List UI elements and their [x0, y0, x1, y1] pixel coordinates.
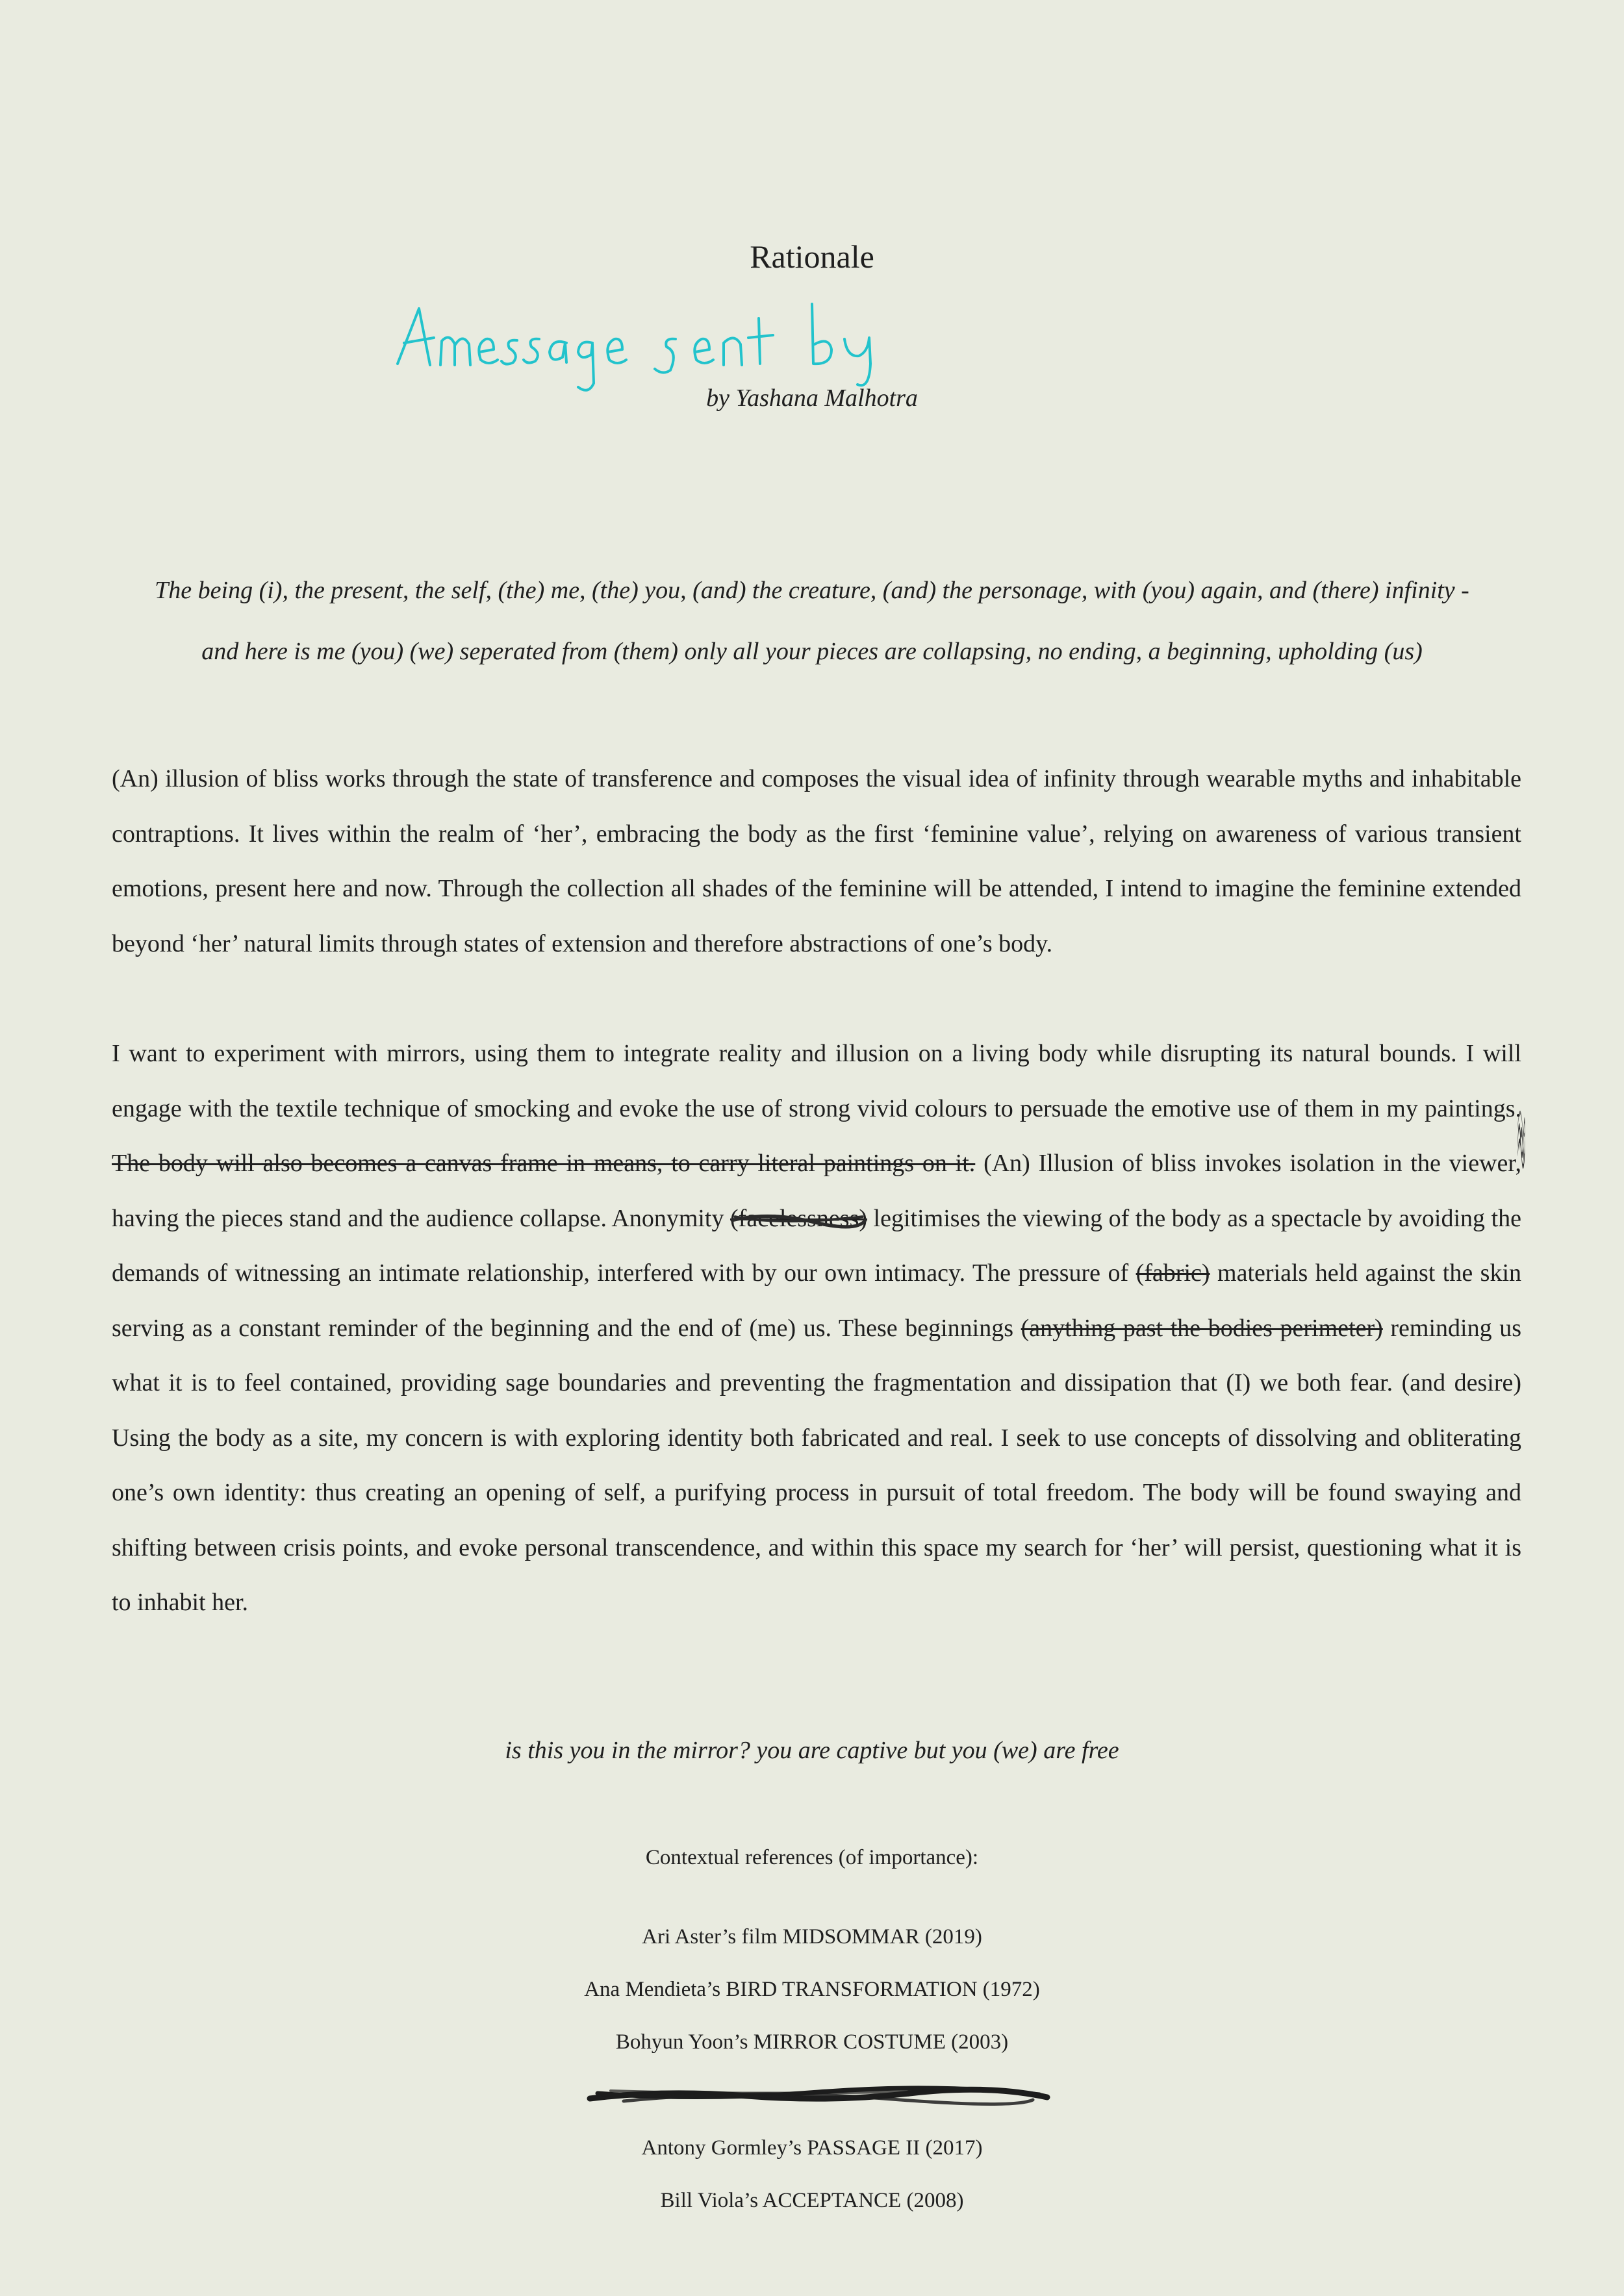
closing-line: is this you in the mirror? you are captive but you (we) are free — [505, 1737, 1119, 1764]
intro-verse — [97, 560, 1527, 682]
intro-verse-line-1: The being (i), the present, the self, (the) me, (the) you, (and) the creature, (and) the personage, with (you) again, and (there) infinity - — [155, 577, 1469, 604]
paragraph-text: I want to experiment with mirrors, using them to integrate reality and illusion on a living body while disrupting its natural bounds. I will engage with the textile technique of smocking and evoke the use of strong vivid colours to persuade the emotive use of them in my paintings. — [112, 1040, 1521, 1122]
scribbled-out-reference — [585, 2082, 1052, 2108]
paragraph-text: (An) Illusion of bliss invokes isolation in the viewer, having the pieces stand and the audience collapse. Anonymity — [112, 1150, 1522, 1232]
reference-item: Antony Gormley’s PASSAGE II (2017) — [641, 2136, 983, 2160]
author-byline: by Yashana Malhotra — [706, 385, 918, 412]
struck-text: (fabric) — [1136, 1259, 1210, 1287]
intro-verse-line-2: and here is me (you) (we) seperated from (them) only all your pieces are collapsing, no ending, a beginning, upholding (us) — [201, 638, 1423, 665]
scribbled-out-word — [1136, 1259, 1210, 1287]
handwritten-annotation — [390, 292, 922, 396]
struck-text: (anything past the bodies perimeter) — [1021, 1314, 1383, 1342]
reference-item: Ana Mendieta’s BIRD TRANSFORMATION (1972) — [584, 1978, 1040, 2001]
references-heading: Contextual references (of importance): — [645, 1846, 979, 1869]
paragraph-text: materials held against the skin serving as a constant reminder of the beginning and the end of (me) us. These beginnings — [112, 1259, 1521, 1342]
scribbled-out-phrase — [1021, 1315, 1383, 1342]
struck-text: (facelessness) — [730, 1204, 868, 1232]
scribbled-out-sentence — [112, 1150, 975, 1177]
scribbled-out-word — [730, 1205, 867, 1232]
paragraph-text: reminding us what it is to feel contained, providing sage boundaries and preventing the fragmentation and dissipation that (I) we both fear. (and desire) Using the body as a site, my concern is with exploring identity both fabricated and real. I seek to use concepts of dissolving and obliterating one’s own identity: thus creating an opening of self, a purifying process in pursuit of total freedom. The body will be found swaying and shifting between crisis points, and evoke personal transcendence, and within this space my search for ‘her’ will persist, questioning what it is to inhabit her. — [112, 1314, 1521, 1616]
paragraph-text: legitimises the viewing of the body as a spectacle by avoiding the demands of witnessing an intimate relationship, interfered with by our own intimacy. The pressure of — [112, 1204, 1521, 1287]
reference-item: Bohyun Yoon’s MIRROR COSTUME (2003) — [615, 2030, 1009, 2054]
reference-item: Ari Aster’s film MIDSOMMAR (2019) — [642, 1925, 982, 1949]
reference-item: Bill Viola’s ACCEPTANCE (2008) — [660, 2189, 964, 2212]
body-paragraph-1: (An) illusion of bliss works through the state of transference and composes the visual idea of infinity through wearable myths and inhabitable contraptions. It lives within the realm of ‘her’, embracing the body as the first ‘feminine value’, relying on awareness of various transient emotions, present here and now. Through the collection all shades of the feminine will be attended, I intend to imagine the feminine extended beyond ‘her’ natural limits through states of extension and therefore abstractions of one’s body. — [112, 765, 1521, 957]
struck-text: The body will also becomes a canvas frame in means, to carry literal paintings on it. — [112, 1150, 976, 1177]
body-paragraph-2 — [112, 1026, 1521, 1630]
page-title: Rationale — [750, 238, 874, 275]
